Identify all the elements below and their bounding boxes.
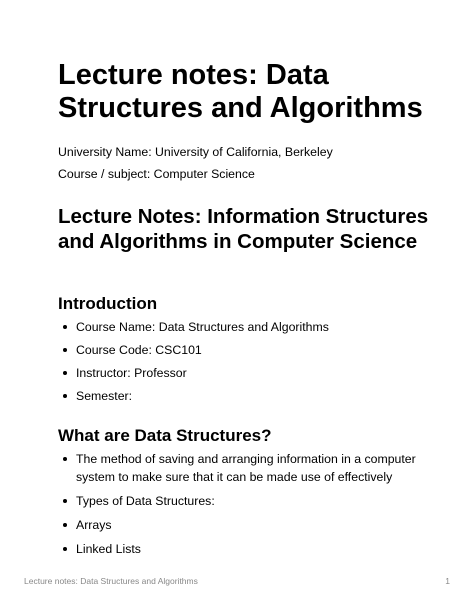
data-structures-list	[58, 450, 418, 564]
document-title: Lecture notes: Data Structures and Algorithms	[58, 59, 423, 124]
list-item-semester: Semester:	[58, 387, 418, 405]
section-heading-main: Lecture Notes: Information Structures and Algorithms in Computer Science	[58, 205, 429, 253]
section-heading-data-structures: What are Data Structures?	[58, 426, 272, 445]
university-name: University Name: University of California, Berkeley	[58, 145, 333, 159]
list-item-arrays: Arrays	[58, 516, 418, 534]
section-heading-introduction: Introduction	[58, 294, 158, 313]
list-item-definition: The method of saving and arranging information in a computer system to make sure that it can be made use of effectively	[58, 450, 418, 486]
list-item-linked-lists: Linked Lists	[58, 540, 418, 558]
introduction-list	[58, 318, 418, 410]
list-item-types: Types of Data Structures:	[58, 492, 418, 510]
list-item-course-name: Course Name: Data Structures and Algorithms	[58, 318, 418, 336]
course-subject: Course / subject: Computer Science	[58, 167, 255, 181]
list-item-course-code: Course Code: CSC101	[58, 341, 418, 359]
page-number: 1	[445, 576, 450, 586]
list-item-instructor: Instructor: Professor	[58, 364, 418, 382]
page-footer: Lecture notes: Data Structures and Algorithms	[24, 576, 198, 586]
